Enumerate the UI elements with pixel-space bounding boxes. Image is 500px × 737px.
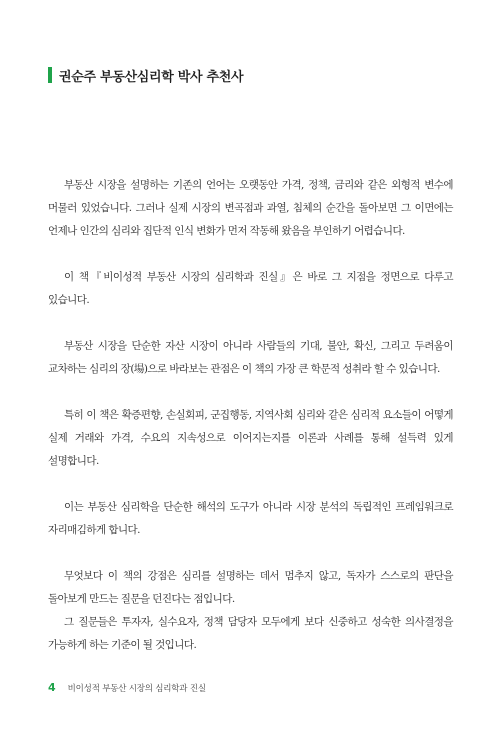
paragraph-6: 무엇보다 이 책의 강점은 심리를 설명하는 데서 멈추지 않고, 독자가 스스로의 판단을 돌아보게 만드는 질문을 던진다는 점입니다. <box>48 570 453 605</box>
paragraph-2: 이 책『비이성적 부동산 시장의 심리학과 진실』은 바로 그 지점을 정면으로 다루고 있습니다. <box>48 271 453 306</box>
running-title: 비이성적 부동산 시장의 심리학과 진실 <box>67 683 206 694</box>
section-heading <box>48 66 243 84</box>
body-text <box>48 174 453 657</box>
paragraph-4: 특히 이 책은 확증편향, 손실회피, 군집행동, 지역사회 심리와 같은 심리적 요소들이 어떻게 실제 거래와 가격, 수요의 지속성으로 이어지는지를 이론과 사례를 통해 설득력 있게 설명합니다. <box>48 409 453 467</box>
paragraph-5: 이는 부동산 심리학을 단순한 해석의 도구가 아니라 시장 분석의 독립적인 프레임워크로 자리매김하게 합니다. <box>48 501 453 536</box>
paragraph-1: 부동산 시장을 설명하는 기존의 언어는 오랫동안 가격, 정책, 금리와 같은 외형적 변수에 머물러 있었습니다. 그러나 실제 시장의 변곡점과 과열, 침체의 순간을 돌아보면 그 이면에는 언제나 인간의 심리와 집단적 인식 변화가 먼저 작동해 왔음을 부인하기 어렵습니다. <box>48 179 453 237</box>
heading-accent-bar <box>48 67 52 83</box>
page-number: 4 <box>48 681 56 694</box>
paragraph-3: 부동산 시장을 단순한 자산 시장이 아니라 사람들의 기대, 불안, 확신, 그리고 두려움이 교차하는 심리의 장(場)으로 바라보는 관점은 이 책의 가장 큰 학문적 성취라 할 수 있습니다. <box>48 340 453 375</box>
paragraph-7: 그 질문들은 투자자, 실수요자, 정책 담당자 모두에게 보다 신중하고 성숙한 의사결정을 가능하게 하는 기준이 될 것입니다. <box>48 616 453 651</box>
page-footer <box>48 681 206 694</box>
heading-title: 권순주 부동산심리학 박사 추천사 <box>59 69 244 85</box>
